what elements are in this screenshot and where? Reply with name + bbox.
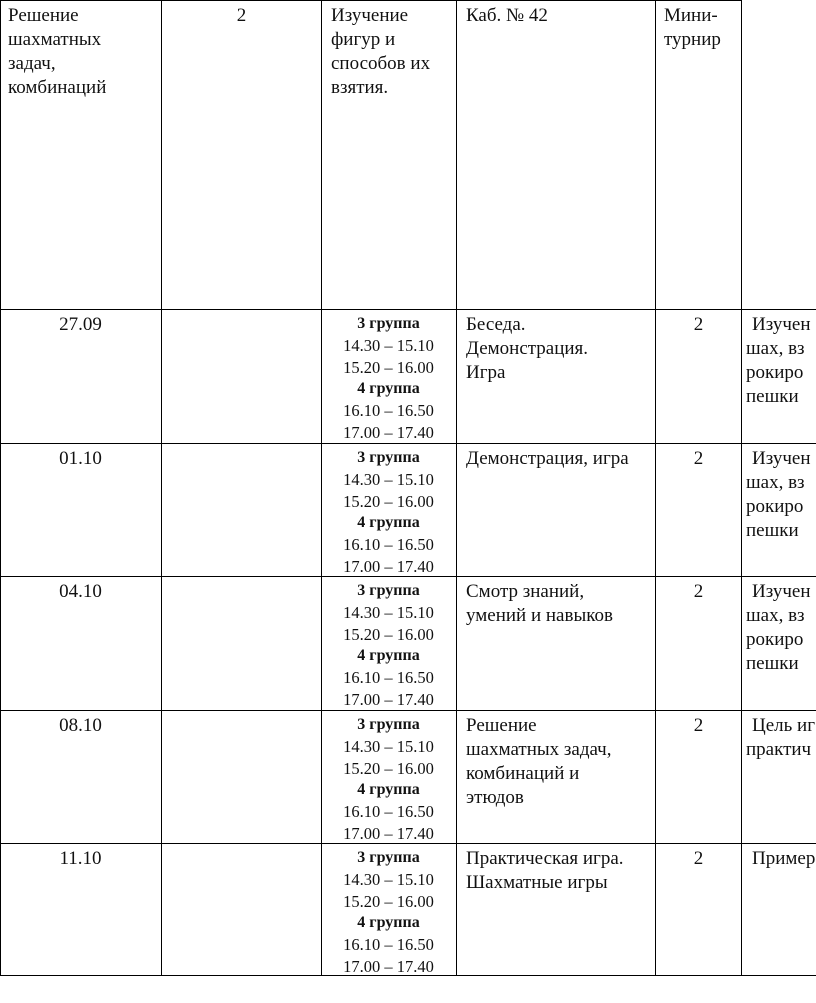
row-date: 01.10 [59, 448, 102, 469]
row-topic: Пример [752, 848, 816, 869]
column-border [456, 0, 457, 976]
row-hours: 2 [693, 715, 704, 736]
row-form: Демонстрация, игра [466, 448, 629, 469]
row-form: Смотр знаний, умений и навыков [466, 581, 613, 626]
row-topic: Цель иг практич [746, 715, 816, 760]
row-border [0, 309, 816, 310]
row-date: 27.09 [59, 314, 102, 335]
first-row-place: Каб. № 42 [466, 5, 548, 26]
row-times: 3 группа 14.30 – 15.10 15.20 – 16.00 4 группа 16.10 – 16.50 17.00 – 17.40 [343, 849, 434, 976]
row-form: Практическая игра. Шахматные игры [466, 848, 624, 893]
column-border [741, 0, 742, 976]
row-border [0, 0, 741, 1]
row-times: 3 группа 14.30 – 15.10 15.20 – 16.00 4 группа 16.10 – 16.50 17.00 – 17.40 [343, 716, 434, 843]
row-topic: Изучен шах, вз рокиро пешки [746, 581, 811, 674]
first-row-hours: 2 [236, 5, 247, 26]
row-date: 11.10 [59, 848, 102, 869]
row-topic: Изучен шах, вз рокиро пешки [746, 448, 811, 541]
row-form: Беседа. Демонстрация. Игра [466, 314, 589, 383]
column-border [161, 0, 162, 976]
row-times: 3 группа 14.30 – 15.10 15.20 – 16.00 4 группа 16.10 – 16.50 17.00 – 17.40 [343, 582, 434, 709]
first-row-form: Мини- турнир [664, 5, 721, 50]
row-hours: 2 [693, 448, 704, 469]
row-topic: Изучен шах, вз рокиро пешки [746, 314, 811, 407]
row-times: 3 группа 14.30 – 15.10 15.20 – 16.00 4 группа 16.10 – 16.50 17.00 – 17.40 [343, 449, 434, 576]
row-form: Решение шахматных задач, комбинаций и этюдов [466, 715, 612, 808]
row-hours: 2 [693, 848, 704, 869]
column-border [655, 0, 656, 976]
row-hours: 2 [693, 314, 704, 335]
column-border [0, 0, 1, 976]
first-row-topic: Решение шахматных задач, комбинаций [8, 5, 107, 98]
row-date: 08.10 [59, 715, 102, 736]
row-date: 04.10 [59, 581, 102, 602]
row-hours: 2 [693, 581, 704, 602]
row-times: 3 группа 14.30 – 15.10 15.20 – 16.00 4 группа 16.10 – 16.50 17.00 – 17.40 [343, 315, 434, 442]
first-row-content: Изучение фигур и способов их взятия. [331, 5, 431, 98]
